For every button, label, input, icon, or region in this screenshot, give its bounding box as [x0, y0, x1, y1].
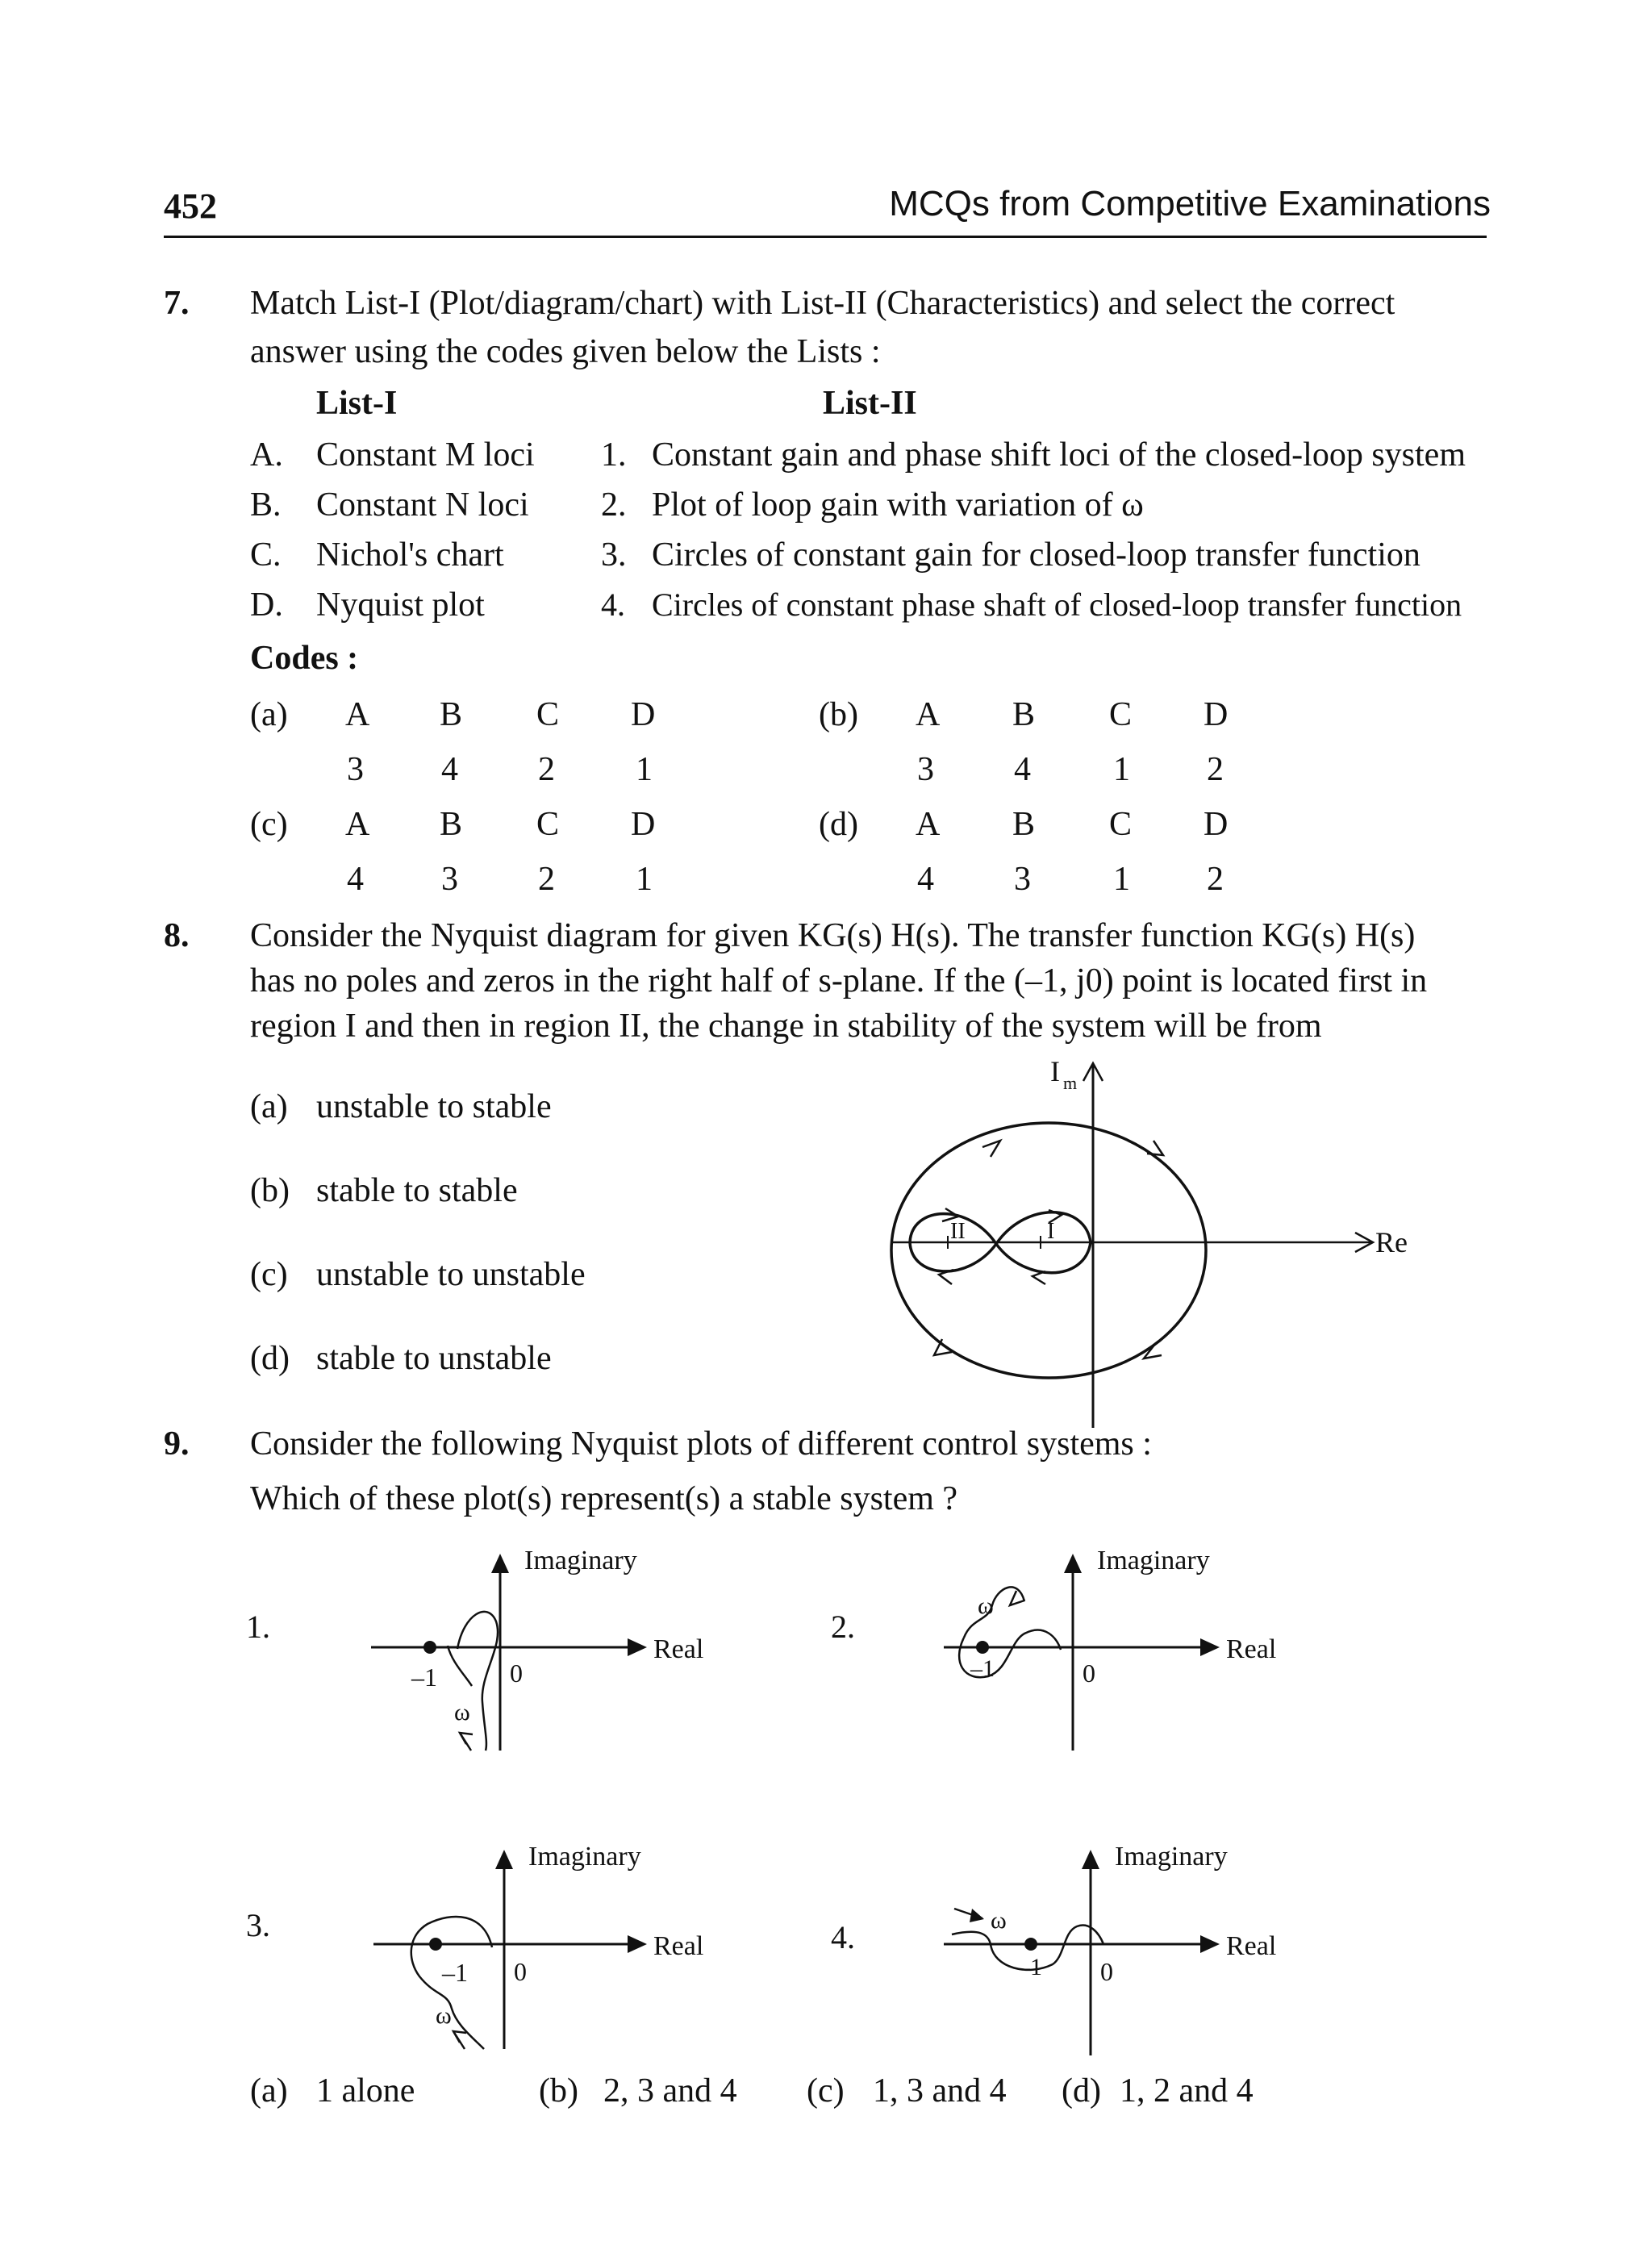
direction-arrow-icon: [1010, 1591, 1024, 1605]
real-axis-label: Re: [1375, 1226, 1408, 1258]
code-value: 2: [538, 861, 555, 898]
question-stem: answer using the codes given below the Lists :: [250, 333, 881, 370]
code-option-label[interactable]: (b): [819, 696, 858, 733]
plot-number: 3.: [246, 1907, 270, 1943]
imaginary-axis-label: Imaginary: [524, 1546, 637, 1575]
direction-arrow-icon: [982, 1141, 1000, 1157]
question-stem: Consider the Nyquist diagram for given KG(s) H(s). The transfer function KG(s) H(s): [250, 917, 1416, 954]
code-letter: A: [345, 806, 370, 843]
question-stem: Which of these plot(s) represent(s) a stable system ?: [250, 1480, 958, 1517]
imaginary-axis-label: Imaginary: [1097, 1546, 1210, 1575]
direction-arrow-icon: [460, 1733, 471, 1751]
code-value: 1: [1113, 751, 1130, 788]
plot-number: 4.: [831, 1919, 855, 1955]
code-letter: C: [1109, 696, 1133, 733]
option-text: 1, 3 and 4: [873, 2072, 1007, 2110]
critical-point: [429, 1938, 442, 1951]
minus-one-label: –1: [411, 1663, 437, 1692]
code-letter: D: [631, 806, 656, 843]
code-value: 2: [538, 751, 555, 788]
imaginary-axis-sub: m: [1063, 1073, 1078, 1093]
list1-item: Constant N loci: [316, 486, 529, 524]
code-value: 3: [917, 751, 934, 788]
code-value: 1: [1113, 861, 1130, 898]
code-letter: B: [1012, 806, 1036, 843]
list1-heading: List-I: [316, 385, 398, 422]
arrowhead-icon: [1082, 1850, 1099, 1869]
nyquist-diagram: [871, 1049, 1436, 1428]
header-rule: [164, 236, 1487, 238]
list2-key: 4.: [601, 586, 625, 623]
question-stem: Match List-I (Plot/diagram/chart) with List-II (Characteristics) and select the correct: [250, 285, 1395, 322]
code-value: 4: [347, 861, 364, 898]
code-letter: D: [1204, 696, 1229, 733]
codes-label: Codes :: [250, 640, 359, 677]
question-stem: has no poles and zeros in the right half of s-plane. If the (–1, j0) point is located first in: [250, 962, 1428, 999]
omega-label: ω: [454, 1699, 470, 1726]
list2-item: Constant gain and phase shift loci of the closed-loop system: [652, 436, 1466, 474]
code-letter: C: [536, 696, 560, 733]
real-axis-label: Real: [1226, 1931, 1277, 1961]
code-option-label[interactable]: (a): [250, 696, 288, 733]
option-text: unstable to stable: [316, 1088, 552, 1125]
list1-key: B.: [250, 486, 282, 524]
list1-item: Nyquist plot: [316, 586, 485, 624]
code-value: 2: [1207, 751, 1224, 788]
minus-one-label: –1: [970, 1655, 995, 1682]
code-letter: A: [916, 696, 941, 733]
arrowhead-icon: [1064, 1554, 1082, 1573]
nyquist-plot-4: [831, 1842, 1276, 2055]
origin-label: 0: [1083, 1659, 1095, 1688]
code-letter: C: [1109, 806, 1133, 843]
real-axis-label: Real: [653, 1634, 704, 1664]
plot-number: 2.: [831, 1609, 855, 1645]
option-label[interactable]: (c): [807, 2072, 845, 2110]
code-letter: D: [1204, 806, 1229, 843]
critical-point: [423, 1641, 436, 1654]
arrowhead-icon: [628, 1638, 647, 1656]
arrowhead-icon: [491, 1554, 509, 1573]
code-letter: B: [440, 696, 463, 733]
arrowhead-icon: [1200, 1935, 1220, 1953]
code-letter: D: [631, 696, 656, 733]
code-letter: A: [345, 696, 370, 733]
omega-label: ω: [991, 1907, 1007, 1934]
code-value: 2: [1207, 861, 1224, 898]
plot-number: 1.: [246, 1609, 270, 1645]
direction-arrow-icon: [1147, 1141, 1163, 1155]
arrowhead-icon: [1200, 1638, 1220, 1656]
list2-key: 3.: [601, 536, 627, 574]
option-text: stable to unstable: [316, 1340, 552, 1377]
list2-heading: List-II: [823, 385, 917, 422]
critical-point: [1024, 1938, 1037, 1951]
nyquist-plot-1: [246, 1546, 703, 1751]
question-number: 8.: [164, 917, 190, 954]
option-text: 2, 3 and 4: [603, 2072, 737, 2110]
code-value: 4: [1014, 751, 1031, 788]
question-stem: Consider the following Nyquist plots of different control systems :: [250, 1425, 1152, 1463]
code-value: 4: [917, 861, 934, 898]
list2-key: 2.: [601, 486, 627, 524]
code-value: 1: [636, 751, 653, 788]
minus-one-label: –1: [442, 1958, 468, 1987]
option-label[interactable]: (a): [250, 2072, 288, 2110]
imaginary-axis-label: Imaginary: [528, 1842, 641, 1872]
arrowhead-icon: [970, 1909, 984, 1922]
real-axis-label: Real: [653, 1931, 704, 1961]
nyquist-plots: [226, 1533, 1516, 2114]
imaginary-axis-label: I: [1050, 1055, 1060, 1087]
option-label[interactable]: (b): [539, 2072, 578, 2110]
code-option-label[interactable]: (c): [250, 806, 288, 843]
arrowhead-icon: [495, 1850, 513, 1869]
real-axis-label: Real: [1226, 1634, 1277, 1664]
origin-label: 0: [1100, 1957, 1113, 1986]
minus-one-label: –1: [1018, 1954, 1042, 1980]
list2-item: Circles of constant gain for closed-loop transfer function: [652, 536, 1420, 574]
option-text: unstable to unstable: [316, 1256, 586, 1293]
nyquist-plot-2: [831, 1546, 1276, 1751]
arrowhead-icon: [628, 1935, 647, 1953]
code-letter: A: [916, 806, 941, 843]
list1-key: C.: [250, 536, 282, 574]
option-text: 1 alone: [316, 2072, 415, 2110]
code-value: 3: [347, 751, 364, 788]
code-value: 1: [636, 861, 653, 898]
list1-item: Constant M loci: [316, 436, 535, 474]
critical-point: [976, 1641, 989, 1654]
option-label[interactable]: (d): [1062, 2072, 1101, 2110]
list2-item: Circles of constant phase shaft of closed-loop transfer function: [652, 586, 1462, 623]
code-letter: B: [440, 806, 463, 843]
nyquist-plot-3: [246, 1842, 703, 2049]
origin-label: 0: [510, 1659, 523, 1688]
code-option-label[interactable]: (d): [819, 806, 858, 843]
question-number: 9.: [164, 1425, 190, 1463]
imaginary-axis-label: Imaginary: [1115, 1842, 1228, 1872]
outer-contour: [891, 1123, 1206, 1378]
option-label[interactable]: (c): [250, 1256, 288, 1293]
list1-key: D.: [250, 586, 283, 624]
list2-key: 1.: [601, 436, 627, 474]
code-letter: B: [1012, 696, 1036, 733]
list1-item: Nichol's chart: [316, 536, 504, 574]
list1-key: A.: [250, 436, 283, 474]
code-value: 4: [441, 751, 458, 788]
code-value: 3: [1014, 861, 1031, 898]
direction-arrow-icon: [453, 2031, 465, 2049]
nyquist-curve: [448, 1646, 472, 1686]
option-text: stable to stable: [316, 1172, 518, 1209]
code-letter: C: [536, 806, 560, 843]
region-label: I: [1047, 1219, 1055, 1244]
question-number: 7.: [164, 285, 190, 322]
origin-label: 0: [514, 1957, 527, 1986]
nyquist-curve: [457, 1612, 498, 1751]
running-title: MCQs from Competitive Examinations: [889, 184, 1491, 223]
omega-label: ω: [436, 2002, 452, 2029]
region-label: II: [950, 1219, 966, 1244]
list2-item: Plot of loop gain with variation of ω: [652, 486, 1144, 524]
omega-label: ω: [978, 1592, 994, 1619]
code-value: 3: [441, 861, 458, 898]
page-number: 452: [164, 186, 217, 226]
option-label[interactable]: (d): [250, 1340, 290, 1377]
option-label[interactable]: (b): [250, 1172, 290, 1209]
option-text: 1, 2 and 4: [1120, 2072, 1254, 2110]
option-label[interactable]: (a): [250, 1088, 288, 1125]
question-stem: region I and then in region II, the change in stability of the system will be from: [250, 1008, 1322, 1045]
